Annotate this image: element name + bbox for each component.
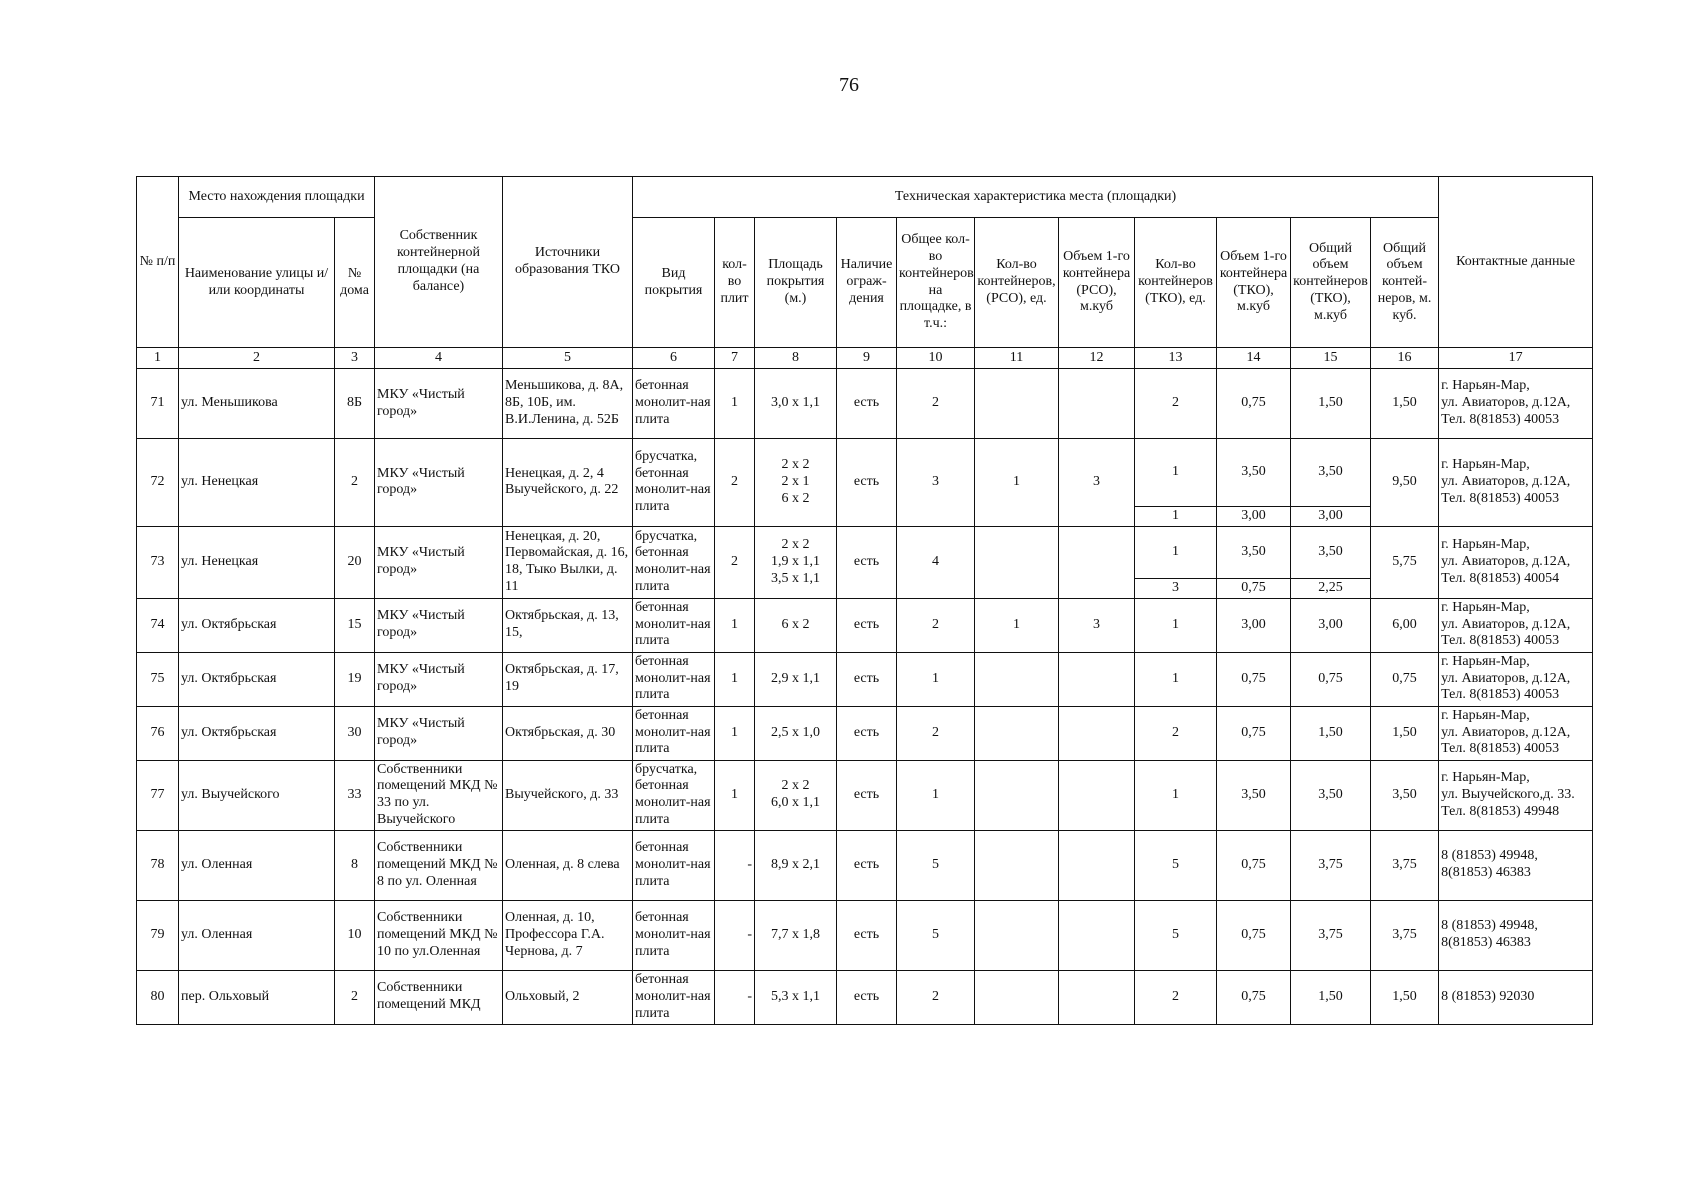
cover-area-line: 8,9 х 2,1	[771, 856, 820, 872]
cover-area	[755, 830, 837, 900]
contacts	[1439, 598, 1593, 652]
rso-count	[975, 830, 1059, 900]
contacts	[1439, 970, 1593, 1024]
tko-volume: 0,75	[1217, 652, 1291, 706]
table-row	[137, 970, 1593, 1024]
waste-sources: Ненецкая, д. 2, 4 Выучейского, д. 22	[503, 439, 633, 527]
contacts-line: Тел. 8(81853) 40053	[1441, 741, 1560, 757]
cover-area-line: 2 х 2	[781, 537, 810, 552]
street-name: пер. Ольховый	[179, 970, 335, 1024]
contacts-line: 8(81853) 46383	[1441, 935, 1531, 951]
row-number: 72	[137, 439, 179, 527]
house-number: 8Б	[335, 369, 375, 439]
table-row	[137, 652, 1593, 706]
fence: есть	[837, 652, 897, 706]
header-tko-volume: Объем 1-го контейнера (ТКО), м.куб	[1217, 218, 1291, 348]
column-number: 11	[975, 348, 1059, 369]
street-name: ул. Октябрьская	[179, 652, 335, 706]
table-row	[137, 598, 1593, 652]
column-number: 1	[137, 348, 179, 369]
tko-total-volume: 3,50	[1291, 526, 1371, 578]
cover-area	[755, 900, 837, 970]
container-sites-table	[136, 176, 1593, 1025]
fence: есть	[837, 526, 897, 598]
cover-area-line: 2 х 1	[781, 474, 810, 489]
header-tech-group: Техническая характеристика места (площадки)	[633, 177, 1439, 218]
cover-area	[755, 760, 837, 830]
street-name: ул. Ненецкая	[179, 526, 335, 598]
header-tko-count: Кол-во контейнеров (ТКО), ед.	[1135, 218, 1217, 348]
contacts-line: Тел. 8(81853) 40053	[1441, 633, 1560, 649]
waste-sources: Ненецкая, д. 20, Первомайская, д. 16, 18, Тыко Вылки, д. 11	[503, 526, 633, 598]
row-number: 78	[137, 830, 179, 900]
contacts-line: 8 (81853) 49948,	[1441, 848, 1538, 864]
cover-area	[755, 970, 837, 1024]
tko-count: 1	[1135, 439, 1217, 507]
row-number: 76	[137, 706, 179, 760]
header-cover-type: Вид покрытия	[633, 218, 715, 348]
waste-sources: Выучейского, д. 33	[503, 760, 633, 830]
cover-area-line: 2,5 х 1,0	[771, 724, 820, 740]
contacts	[1439, 760, 1593, 830]
header-slabs: кол-во плит	[715, 218, 755, 348]
column-number: 7	[715, 348, 755, 369]
waste-sources: Октябрьская, д. 17, 19	[503, 652, 633, 706]
slab-count: 1	[715, 369, 755, 439]
tko-volume: 3,00	[1217, 507, 1291, 527]
rso-volume	[1059, 526, 1135, 598]
total-volume: 1,50	[1371, 706, 1439, 760]
cover-area-line: 7,7 х 1,8	[771, 926, 820, 942]
tko-volume: 3,50	[1217, 439, 1291, 507]
rso-volume	[1059, 830, 1135, 900]
contacts-line: г. Нарьян-Мар,	[1441, 653, 1530, 669]
tko-count: 2	[1135, 970, 1217, 1024]
column-number: 17	[1439, 348, 1593, 369]
header-contacts: Контактные данные	[1439, 177, 1593, 348]
street-name: ул. Ненецкая	[179, 439, 335, 527]
cover-type: бетонная монолит-ная плита	[633, 706, 715, 760]
slab-count: -	[715, 900, 755, 970]
column-number: 4	[375, 348, 503, 369]
house-number: 19	[335, 652, 375, 706]
waste-sources: Оленная, д. 10, Профессора Г.А. Чернова, д. 7	[503, 900, 633, 970]
column-number: 2	[179, 348, 335, 369]
total-containers: 3	[897, 439, 975, 527]
tko-volume: 3,50	[1217, 760, 1291, 830]
cover-type: брусчатка, бетонная монолит-ная плита	[633, 439, 715, 527]
slab-count: 1	[715, 598, 755, 652]
contacts-line: ул. Авиаторов, д.12А,	[1441, 670, 1571, 686]
contacts-line: ул. Авиаторов, д.12А,	[1441, 553, 1571, 569]
row-number: 71	[137, 369, 179, 439]
contacts	[1439, 706, 1593, 760]
tko-total-volume: 1,50	[1291, 369, 1371, 439]
total-containers: 1	[897, 652, 975, 706]
contacts-line: Тел. 8(81853) 49948	[1441, 803, 1560, 819]
contacts	[1439, 369, 1593, 439]
page-number: 76	[839, 74, 859, 96]
table-row	[137, 900, 1593, 970]
contacts	[1439, 439, 1593, 527]
slab-count: 1	[715, 652, 755, 706]
contacts-line: ул. Выучейского,д. 33.	[1441, 786, 1575, 802]
total-containers: 2	[897, 598, 975, 652]
waste-sources: Октябрьская, д. 30	[503, 706, 633, 760]
row-number: 75	[137, 652, 179, 706]
contacts-line: ул. Авиаторов, д.12А,	[1441, 724, 1571, 740]
owner: МКУ «Чистый город»	[375, 439, 503, 527]
column-number: 15	[1291, 348, 1371, 369]
header-tko-total-volume: Общий объем контейнеров (ТКО), м.куб	[1291, 218, 1371, 348]
header-fence: Наличие ограж-дения	[837, 218, 897, 348]
column-number: 5	[503, 348, 633, 369]
tko-total-volume: 3,50	[1291, 760, 1371, 830]
tko-count: 5	[1135, 900, 1217, 970]
rso-volume	[1059, 706, 1135, 760]
cover-type: бетонная монолит-ная плита	[633, 369, 715, 439]
street-name: ул. Меньшикова	[179, 369, 335, 439]
table-row	[137, 830, 1593, 900]
owner: Собственники помещений МКД № 33 по ул. Выучейского	[375, 760, 503, 830]
header-location-group: Место нахождения площадки	[179, 177, 375, 218]
total-volume: 1,50	[1371, 369, 1439, 439]
cover-type: бетонная монолит-ная плита	[633, 970, 715, 1024]
header-num: № п/п	[137, 177, 179, 348]
house-number: 15	[335, 598, 375, 652]
cover-area-line: 1,9 х 1,1	[771, 553, 820, 569]
tko-total-volume: 1,50	[1291, 706, 1371, 760]
contacts-line: Тел. 8(81853) 40053	[1441, 687, 1560, 703]
total-containers: 4	[897, 526, 975, 598]
cover-area	[755, 439, 837, 527]
tko-volume: 0,75	[1217, 578, 1291, 598]
column-number: 13	[1135, 348, 1217, 369]
column-number: 16	[1371, 348, 1439, 369]
contacts-line: г. Нарьян-Мар,	[1441, 707, 1530, 723]
waste-sources: Октябрьская, д. 13, 15,	[503, 598, 633, 652]
street-name: ул. Октябрьская	[179, 598, 335, 652]
total-containers: 5	[897, 900, 975, 970]
tko-total-volume: 2,25	[1291, 578, 1371, 598]
contacts-line: Тел. 8(81853) 40053	[1441, 411, 1560, 427]
contacts-line: ул. Авиаторов, д.12А,	[1441, 616, 1571, 632]
waste-sources: Меньшикова, д. 8А, 8Б, 10Б, им. В.И.Ленина, д. 52Б	[503, 369, 633, 439]
slab-count: -	[715, 970, 755, 1024]
cover-area	[755, 526, 837, 598]
contacts-line: ул. Авиаторов, д.12А,	[1441, 474, 1571, 489]
fence: есть	[837, 970, 897, 1024]
total-volume: 3,75	[1371, 830, 1439, 900]
tko-total-volume: 3,50	[1291, 439, 1371, 507]
contacts-line: Тел. 8(81853) 40053	[1441, 490, 1560, 506]
rso-count	[975, 900, 1059, 970]
total-volume: 3,75	[1371, 900, 1439, 970]
fence: есть	[837, 830, 897, 900]
total-containers: 2	[897, 706, 975, 760]
rso-volume: 3	[1059, 439, 1135, 527]
header-total-containers: Общее кол-во контейнеров на площадке, в т.ч.:	[897, 218, 975, 348]
tko-volume: 0,75	[1217, 970, 1291, 1024]
total-volume: 1,50	[1371, 970, 1439, 1024]
rso-count	[975, 652, 1059, 706]
rso-count	[975, 970, 1059, 1024]
contacts-line: г. Нарьян-Мар,	[1441, 378, 1530, 394]
cover-area-line: 6,0 х 1,1	[771, 795, 820, 811]
tko-count: 5	[1135, 830, 1217, 900]
table-row	[137, 439, 1593, 507]
header-sources: Источники образования ТКО	[503, 177, 633, 348]
owner: МКУ «Чистый город»	[375, 706, 503, 760]
fence: есть	[837, 369, 897, 439]
contacts-line: 8 (81853) 49948,	[1441, 918, 1538, 934]
house-number: 33	[335, 760, 375, 830]
tko-count: 1	[1135, 507, 1217, 527]
house-number: 2	[335, 439, 375, 527]
contacts-line: Тел. 8(81853) 40054	[1441, 570, 1560, 586]
rso-count	[975, 760, 1059, 830]
column-number: 9	[837, 348, 897, 369]
slab-count: 2	[715, 439, 755, 527]
owner: МКУ «Чистый город»	[375, 369, 503, 439]
street-name: ул. Выучейского	[179, 760, 335, 830]
tko-total-volume: 3,00	[1291, 507, 1371, 527]
tko-count: 1	[1135, 598, 1217, 652]
row-number: 77	[137, 760, 179, 830]
table-body	[137, 369, 1593, 1025]
tko-volume: 3,00	[1217, 598, 1291, 652]
contacts-line: г. Нарьян-Мар,	[1441, 769, 1530, 785]
rso-count	[975, 369, 1059, 439]
rso-count: 1	[975, 598, 1059, 652]
total-containers: 5	[897, 830, 975, 900]
tko-count: 3	[1135, 578, 1217, 598]
total-volume: 6,00	[1371, 598, 1439, 652]
contacts	[1439, 900, 1593, 970]
tko-volume: 0,75	[1217, 706, 1291, 760]
total-volume: 0,75	[1371, 652, 1439, 706]
cover-type: бетонная монолит-ная плита	[633, 900, 715, 970]
total-volume: 5,75	[1371, 526, 1439, 598]
owner: МКУ «Чистый город»	[375, 526, 503, 598]
cover-area-line: 6 х 2	[781, 490, 810, 506]
cover-area-line: 2 х 2	[781, 457, 810, 473]
rso-count	[975, 706, 1059, 760]
tko-total-volume: 0,75	[1291, 652, 1371, 706]
tko-total-volume: 1,50	[1291, 970, 1371, 1024]
contacts	[1439, 830, 1593, 900]
total-volume: 3,50	[1371, 760, 1439, 830]
header-rso-count: Кол-во контейнеров, (РСО), ед.	[975, 218, 1059, 348]
header-rso-volume: Объем 1-го контейнера (РСО), м.куб	[1059, 218, 1135, 348]
row-number: 74	[137, 598, 179, 652]
contacts	[1439, 526, 1593, 598]
column-number: 8	[755, 348, 837, 369]
fence: есть	[837, 760, 897, 830]
cover-area	[755, 652, 837, 706]
header-total-volume: Общий объем контей-неров, м. куб.	[1371, 218, 1439, 348]
cover-area	[755, 598, 837, 652]
tko-volume: 0,75	[1217, 900, 1291, 970]
fence: есть	[837, 439, 897, 527]
cover-area	[755, 369, 837, 439]
tko-count: 1	[1135, 526, 1217, 578]
contacts-line: 8(81853) 46383	[1441, 865, 1531, 881]
tko-count: 2	[1135, 706, 1217, 760]
owner: Собственники помещений МКД № 8 по ул. Оленная	[375, 830, 503, 900]
fence: есть	[837, 598, 897, 652]
cover-area-line: 2,9 х 1,1	[771, 670, 820, 686]
street-name: ул. Оленная	[179, 830, 335, 900]
waste-sources: Ольховый, 2	[503, 970, 633, 1024]
house-number: 30	[335, 706, 375, 760]
rso-volume: 3	[1059, 598, 1135, 652]
slab-count: 1	[715, 760, 755, 830]
cover-area	[755, 706, 837, 760]
tko-volume: 3,50	[1217, 526, 1291, 578]
tko-total-volume: 3,75	[1291, 900, 1371, 970]
contacts-line: ул. Авиаторов, д.12А,	[1441, 395, 1571, 411]
total-containers: 1	[897, 760, 975, 830]
cover-type: бетонная монолит-ная плита	[633, 830, 715, 900]
contacts-line: 8 (81853) 92030	[1441, 988, 1535, 1004]
cover-area-line: 6 х 2	[781, 616, 810, 632]
owner: Собственники помещений МКД № 10 по ул.Оленная	[375, 900, 503, 970]
table-row	[137, 760, 1593, 830]
house-number: 20	[335, 526, 375, 598]
column-numbers-row	[137, 348, 1593, 369]
rso-volume	[1059, 652, 1135, 706]
rso-count	[975, 526, 1059, 598]
column-number: 12	[1059, 348, 1135, 369]
house-number: 8	[335, 830, 375, 900]
row-number: 73	[137, 526, 179, 598]
contacts-line: г. Нарьян-Мар,	[1441, 457, 1530, 473]
fence: есть	[837, 900, 897, 970]
column-number: 3	[335, 348, 375, 369]
tko-count: 2	[1135, 369, 1217, 439]
cover-type: брусчатка, бетонная монолит-ная плита	[633, 760, 715, 830]
cover-type: бетонная монолит-ная плита	[633, 598, 715, 652]
header-owner: Собственник контейнерной площадки (на балансе)	[375, 177, 503, 348]
header-house: № дома	[335, 218, 375, 348]
cover-area-line: 3,0 х 1,1	[771, 395, 820, 411]
contacts-line: г. Нарьян-Мар,	[1441, 599, 1530, 615]
street-name: ул. Октябрьская	[179, 706, 335, 760]
cover-type: брусчатка, бетонная монолит-ная плита	[633, 526, 715, 598]
rso-volume	[1059, 900, 1135, 970]
column-number: 10	[897, 348, 975, 369]
rso-count: 1	[975, 439, 1059, 527]
owner: МКУ «Чистый город»	[375, 652, 503, 706]
owner: МКУ «Чистый город»	[375, 598, 503, 652]
fence: есть	[837, 706, 897, 760]
header-area: Площадь покрытия (м.)	[755, 218, 837, 348]
rso-volume	[1059, 970, 1135, 1024]
contacts-line: г. Нарьян-Мар,	[1441, 537, 1530, 552]
total-volume: 9,50	[1371, 439, 1439, 527]
tko-count: 1	[1135, 652, 1217, 706]
tko-volume: 0,75	[1217, 369, 1291, 439]
tko-total-volume: 3,00	[1291, 598, 1371, 652]
header-street: Наименование улицы и/или координаты	[179, 218, 335, 348]
total-containers: 2	[897, 369, 975, 439]
slab-count: -	[715, 830, 755, 900]
column-number: 14	[1217, 348, 1291, 369]
table-row	[137, 526, 1593, 578]
row-number: 80	[137, 970, 179, 1024]
slab-count: 1	[715, 706, 755, 760]
rso-volume	[1059, 369, 1135, 439]
tko-volume: 0,75	[1217, 830, 1291, 900]
row-number: 79	[137, 900, 179, 970]
cover-type: бетонная монолит-ная плита	[633, 652, 715, 706]
slab-count: 2	[715, 526, 755, 598]
owner: Собственники помещений МКД	[375, 970, 503, 1024]
cover-area-line: 3,5 х 1,1	[771, 570, 820, 586]
contacts	[1439, 652, 1593, 706]
table-row	[137, 706, 1593, 760]
street-name: ул. Оленная	[179, 900, 335, 970]
tko-total-volume: 3,75	[1291, 830, 1371, 900]
column-number: 6	[633, 348, 715, 369]
rso-volume	[1059, 760, 1135, 830]
waste-sources: Оленная, д. 8 слева	[503, 830, 633, 900]
cover-area-line: 2 х 2	[781, 778, 810, 794]
house-number: 10	[335, 900, 375, 970]
table-row	[137, 369, 1593, 439]
total-containers: 2	[897, 970, 975, 1024]
cover-area-line: 5,3 х 1,1	[771, 988, 820, 1004]
tko-count: 1	[1135, 760, 1217, 830]
house-number: 2	[335, 970, 375, 1024]
